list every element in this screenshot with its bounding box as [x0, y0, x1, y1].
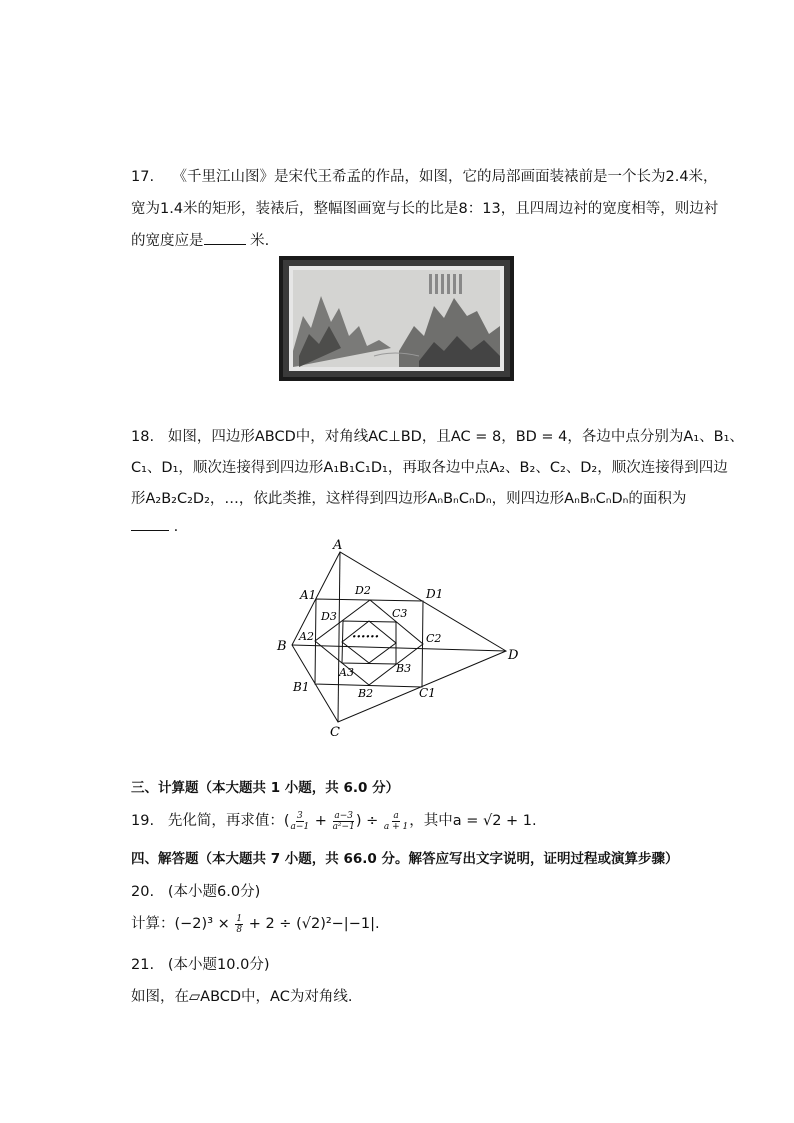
label-A: A	[333, 538, 343, 553]
answer-blank	[131, 518, 169, 531]
label-dots: ······	[352, 630, 380, 645]
section-3-heading: 三、计算题（本大题共 1 小题，共 6.0 分）	[131, 780, 400, 796]
section-4-heading: 四、解答题（本大题共 7 小题，共 66.0 分。解答应写出文字说明，证明过程或演算步骤）	[131, 851, 679, 867]
q18-line4	[131, 518, 178, 535]
q17-line1: 17. 《千里江山图》是宋代王希孟的作品，如图，它的局部画面装裱前是一个长为2.4米，	[131, 169, 718, 185]
q17-line3	[131, 229, 269, 250]
label-B: B	[277, 639, 287, 654]
label-A3: A3	[339, 666, 354, 679]
q21-head: 21. (本小题10.0分)	[131, 957, 270, 973]
label-D1: D1	[426, 587, 444, 601]
q18-period: .	[173, 519, 179, 535]
quadrilateral-figure	[270, 535, 530, 740]
label-D: D	[508, 648, 519, 663]
fraction-2: $\frac{a-3}{\text{a²−1}}$	[332, 810, 355, 832]
q17-line3-text: 的宽度应是	[131, 233, 204, 249]
label-C2: C2	[426, 632, 442, 645]
answer-blank	[204, 232, 246, 245]
q19-plus: +	[310, 813, 332, 829]
label-A1: A1	[300, 588, 317, 602]
q19-line	[131, 809, 537, 832]
q18-line3: 形A₂B₂C₂D₂，…，依此类推，这样得到四边形AₙBₙCₙDₙ，则四边形AₙBₙCₙDₙ的面积为	[131, 491, 687, 507]
label-C: C	[330, 725, 340, 740]
q20-head: 20. (本小题6.0分)	[131, 884, 261, 900]
label-D2: D2	[355, 584, 371, 597]
fraction-3: $\frac{a}{a + 1}$	[383, 810, 409, 832]
q20-post: + 2 ÷ (√2)²−|−1|.	[244, 916, 380, 932]
fraction-1-8: $\frac{1}{8}$	[236, 913, 243, 935]
q19-pre: 19. 先化简，再求值：(	[131, 813, 290, 829]
q19-div: ) ÷	[355, 813, 383, 829]
q18-line1: 18. 如图，四边形ABCD中，对角线AC⊥BD，且AC = 8，BD = 4，各边中点分别为A₁、B₁、	[131, 429, 744, 445]
label-C1: C1	[419, 686, 436, 700]
label-A2: A2	[299, 630, 314, 643]
q21-body: 如图，在▱ABCD中，AC为对角线.	[131, 989, 353, 1005]
label-B1: B1	[293, 680, 310, 694]
landscape-painting-image	[279, 256, 514, 381]
diagonal-ac	[338, 552, 340, 722]
label-C3: C3	[392, 607, 408, 620]
label-B3: B3	[396, 662, 412, 675]
q20-line	[131, 912, 380, 935]
q19-post: ，其中a = √2 + 1.	[409, 813, 537, 829]
label-B2: B2	[358, 687, 374, 700]
q17-line3-unit: 米.	[250, 233, 270, 249]
label-D3: D3	[321, 610, 337, 623]
q20-pre: 计算：(−2)³ ×	[131, 916, 235, 932]
q17-line2: 宽为1.4米的矩形，装裱后，整幅图画宽与长的比是8：13，且四周边衬的宽度相等，则边衬	[131, 201, 719, 217]
q18-line2: C₁、D₁，顺次连接得到四边形A₁B₁C₁D₁，再取各边中点A₂、B₂、C₂、D₂，顺次连接得到四边	[131, 460, 728, 476]
fraction-1: $\frac{3}{a-1}$	[290, 810, 310, 832]
quad-abcd	[292, 552, 506, 722]
